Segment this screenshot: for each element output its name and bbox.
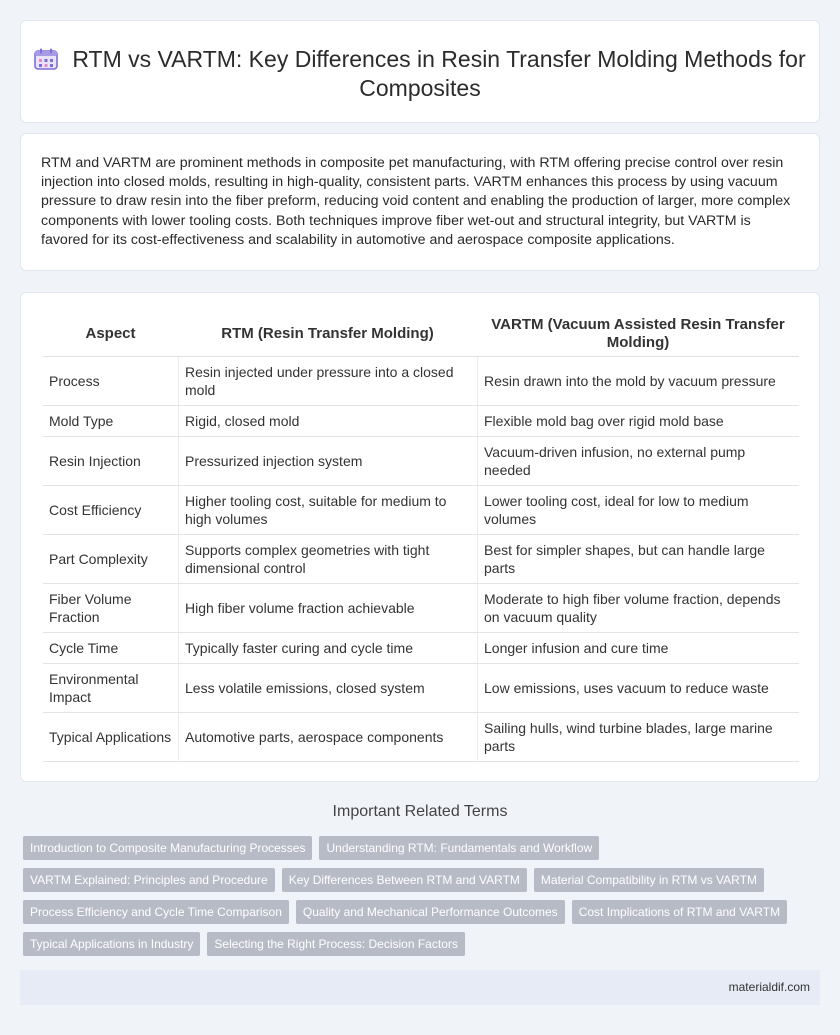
table-row [43,584,799,633]
header-aspect: Aspect [43,311,178,357]
related-term-tag[interactable]: Understanding RTM: Fundamentals and Workflow [319,836,599,860]
related-term-tag[interactable]: Selecting the Right Process: Decision Factors [207,932,464,956]
tag-row [23,868,823,892]
rtm-cell: High fiber volume fraction achievable [178,584,477,633]
aspect-cell: Typical Applications [43,713,178,762]
rtm-cell: Typically faster curing and cycle time [178,633,477,664]
aspect-cell: Environmental Impact [43,664,178,713]
table-row [43,633,799,664]
vartm-cell: Moderate to high fiber volume fraction, depends on vacuum quality [477,584,799,633]
aspect-cell: Cycle Time [43,633,178,664]
comparison-table-card [20,292,820,782]
header-rtm: RTM (Resin Transfer Molding) [178,311,477,357]
related-term-tag[interactable]: Process Efficiency and Cycle Time Comparison [23,900,289,924]
footer [20,970,820,1005]
rtm-cell: Less volatile emissions, closed system [178,664,477,713]
rtm-cell: Pressurized injection system [178,437,477,486]
aspect-cell: Cost Efficiency [43,486,178,535]
aspect-cell: Part Complexity [43,535,178,584]
vartm-cell: Best for simpler shapes, but can handle large parts [477,535,799,584]
aspect-cell: Fiber Volume Fraction [43,584,178,633]
rtm-cell: Supports complex geometries with tight dimensional control [178,535,477,584]
related-term-tag[interactable]: Key Differences Between RTM and VARTM [282,868,527,892]
intro-paragraph: RTM and VARTM are prominent methods in composite pet manufacturing, with RTM offering precise control over resin injection into closed molds, resulting in high-quality, consistent parts. VARTM enhances this process by using vacuum pressure to draw resin into the fiber preform, reducing void content and enabling the production of larger, more complex components with lower tooling costs. Both techniques improve fiber wet-out and structural integrity, but VARTM is favored for its cost-effectiveness and scalability in automotive and aerospace composite applications. [41,155,791,248]
title-card [20,20,820,123]
page-title: RTM vs VARTM: Key Differences in Resin Transfer Molding Methods for Composites [72,46,806,101]
footer-site-link[interactable]: materialdif.com [728,980,810,994]
rtm-cell: Higher tooling cost, suitable for medium to high volumes [178,486,477,535]
related-term-tag[interactable]: Material Compatibility in RTM vs VARTM [534,868,764,892]
related-term-tag[interactable]: VARTM Explained: Principles and Procedure [23,868,275,892]
tag-row [23,900,823,924]
vartm-cell: Longer infusion and cure time [477,633,799,664]
related-terms-list [23,836,823,964]
related-terms-heading: Important Related Terms [332,803,508,820]
vartm-cell: Sailing hulls, wind turbine blades, large marine parts [477,713,799,762]
tag-row [23,836,823,860]
comparison-table [43,311,799,762]
intro-card [20,133,820,271]
related-term-tag[interactable]: Typical Applications in Industry [23,932,200,956]
vartm-cell: Flexible mold bag over rigid mold base [477,406,799,437]
header-vartm: VARTM (Vacuum Assisted Resin Transfer Molding) [477,311,799,357]
tag-row [23,932,823,956]
related-term-tag[interactable]: Introduction to Composite Manufacturing Processes [23,836,312,860]
related-term-tag[interactable]: Quality and Mechanical Performance Outcomes [296,900,565,924]
aspect-cell: Resin Injection [43,437,178,486]
aspect-cell: Process [43,357,178,406]
vartm-cell: Resin drawn into the mold by vacuum pressure [477,357,799,406]
rtm-cell: Rigid, closed mold [178,406,477,437]
table-header-row [43,311,799,357]
table-row [43,437,799,486]
rtm-cell: Automotive parts, aerospace components [178,713,477,762]
table-row [43,535,799,584]
rtm-cell: Resin injected under pressure into a closed mold [178,357,477,406]
page-title-block [21,45,819,103]
related-term-tag[interactable]: Cost Implications of RTM and VARTM [572,900,787,924]
vartm-cell: Lower tooling cost, ideal for low to medium volumes [477,486,799,535]
vartm-cell: Vacuum-driven infusion, no external pump needed [477,437,799,486]
table-row [43,486,799,535]
table-row [43,357,799,406]
table-row [43,406,799,437]
vartm-cell: Low emissions, uses vacuum to reduce waste [477,664,799,713]
table-row [43,713,799,762]
table-row [43,664,799,713]
aspect-cell: Mold Type [43,406,178,437]
calendar-icon [34,48,58,70]
